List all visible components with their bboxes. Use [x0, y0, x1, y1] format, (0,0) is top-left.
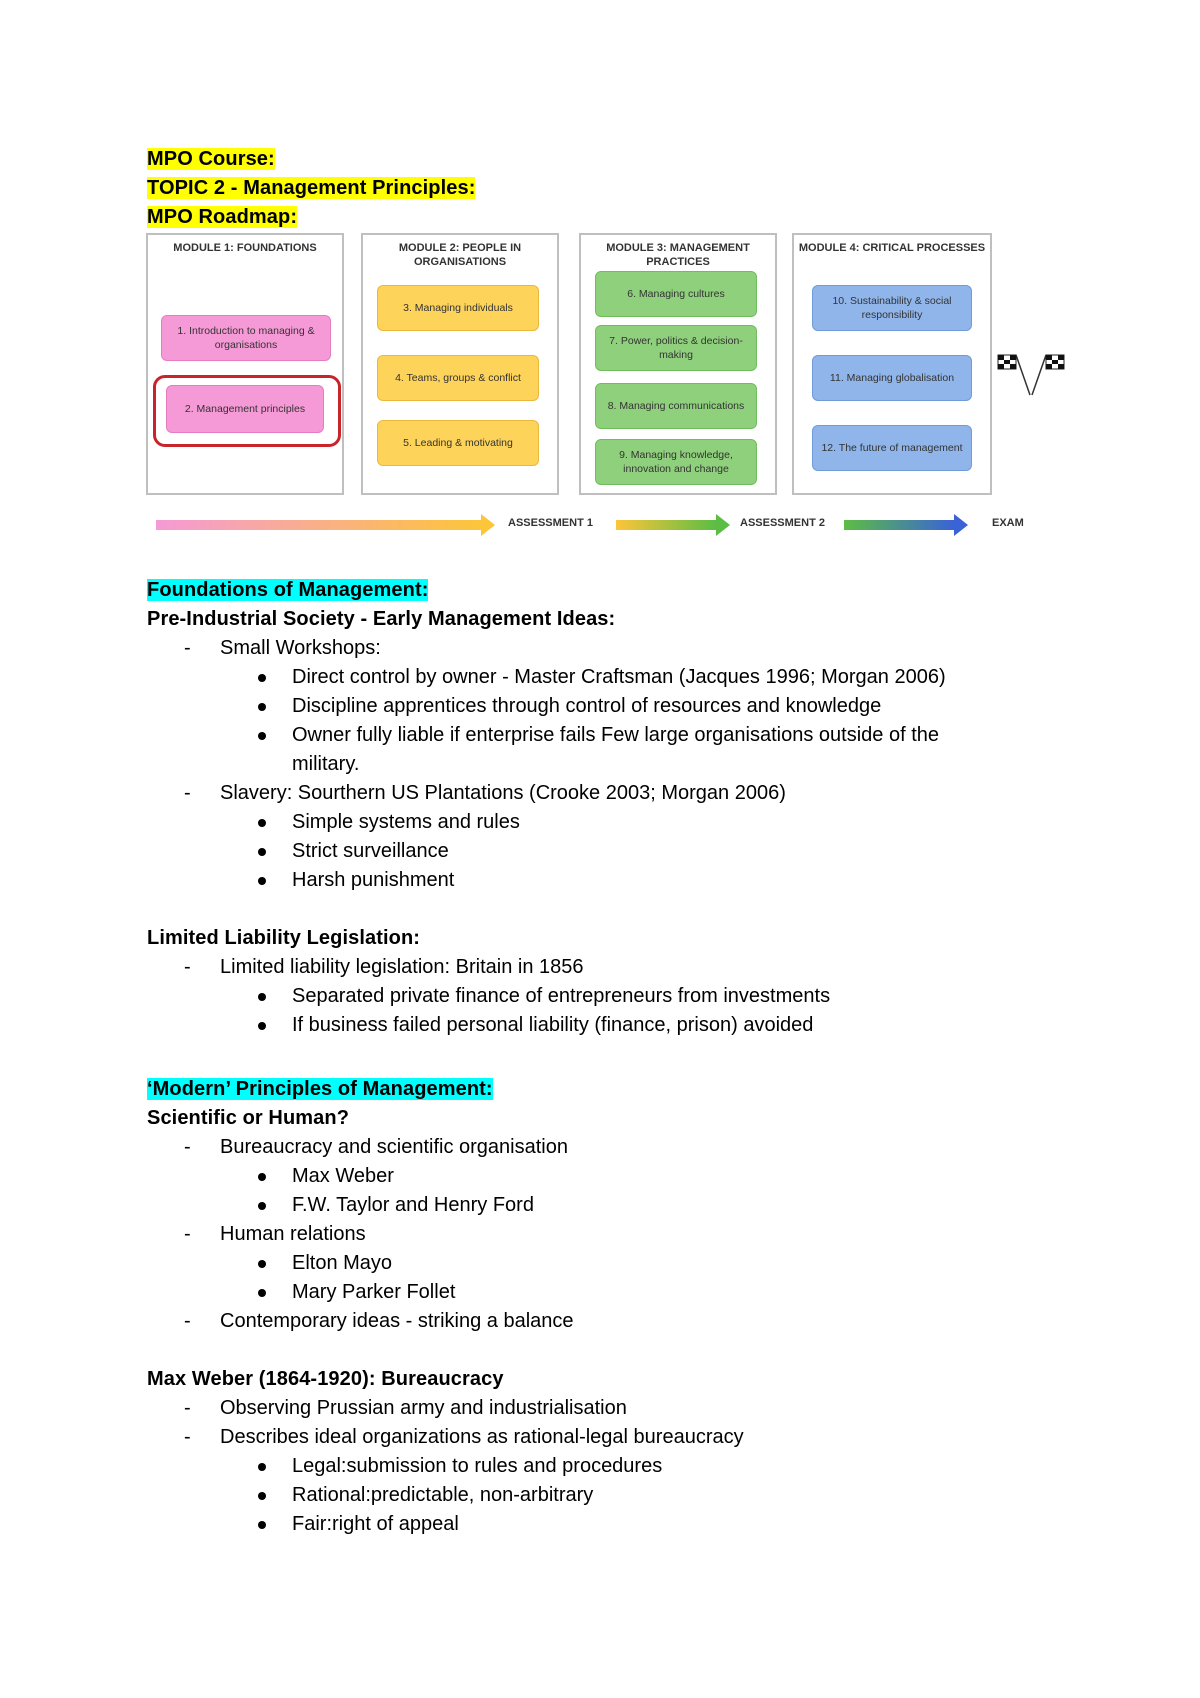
bullet-icon: [258, 1289, 266, 1297]
bullet-icon: [258, 848, 266, 856]
bullet-icon: [258, 1521, 266, 1529]
bullet-icon: [258, 1463, 266, 1471]
roadmap-card: 1. Introduction to managing & organisations: [161, 315, 331, 361]
roadmap-card: 11. Managing globalisation: [812, 355, 972, 401]
subheading-scientific-human: Scientific or Human?: [147, 1107, 350, 1129]
roadmap-card: 8. Managing communications: [595, 383, 757, 429]
milestone-label: EXAM: [992, 517, 1024, 529]
topic-title: TOPIC 2 - Management Principles:: [147, 177, 476, 199]
arrowhead: [954, 514, 968, 536]
module-2-box: [361, 233, 559, 495]
bullet-icon: [258, 819, 266, 827]
module-title: MODULE 2: PEOPLE IN ORGANISATIONS: [398, 242, 522, 268]
arrowhead: [716, 514, 730, 536]
subheading-limited-liability: Limited Liability Legislation:: [147, 927, 421, 949]
bullet-icon: [258, 1260, 266, 1268]
roadmap-card: 9. Managing knowledge, innovation and change: [595, 439, 757, 485]
module-title: MODULE 3: MANAGEMENT PRACTICES: [606, 242, 750, 268]
bullet-icon: [258, 703, 266, 711]
roadmap-card: 5. Leading & motivating: [377, 420, 539, 466]
bullet-icon: [258, 1202, 266, 1210]
roadmap-card: 12. The future of management: [812, 425, 972, 471]
roadmap-card-current: 2. Management principles: [166, 385, 324, 433]
milestone-label: ASSESSMENT 1: [508, 517, 593, 529]
arrow-segment-2: [616, 520, 716, 530]
section-heading-modern: ‘Modern’ Principles of Management:: [147, 1078, 493, 1100]
arrow-segment-1: [156, 520, 481, 530]
bullet-icon: [258, 1492, 266, 1500]
course-title: MPO Course:: [147, 148, 275, 170]
section-heading-foundations: Foundations of Management:: [147, 579, 429, 601]
milestone-label: ASSESSMENT 2: [740, 517, 825, 529]
roadmap-diagram: [146, 233, 1066, 543]
bullet-icon: [258, 674, 266, 682]
roadmap-card: 10. Sustainability & social responsibility: [812, 285, 972, 331]
roadmap-title: MPO Roadmap:: [147, 206, 298, 228]
arrow-segment-3: [844, 520, 954, 530]
arrowhead: [481, 514, 495, 536]
subheading-pre-industrial: Pre-Industrial Society - Early Management Ideas:: [147, 608, 616, 630]
roadmap-card: 6. Managing cultures: [595, 271, 757, 317]
roadmap-card: 4. Teams, groups & conflict: [377, 355, 539, 401]
module-4-box: [792, 233, 992, 495]
roadmap-card: 3. Managing individuals: [377, 285, 539, 331]
document-page: MPO Course: TOPIC 2 - Management Principles: MPO Roadmap: MODULE 1: FOUNDATIONS 1. Introduction to managing & organisations 2. Management principles MODULE 2: PEOPLE IN ORGANISATIONS 3. Managing individuals 4. Teams, groups & conflict 5. Leading & motivating MODULE 3: MANAGEMENT PRACTICES 6. Managing cultures 7. Power, politics & decision-making 8. Managing communications 9. Managing knowledge, innovation and change MODULE 4: CRITICAL PROCESSES 10. Sustainability & social responsibility 11. Managing globalisation 12. The future of management ASSESSMENT 1 ASSESSMENT 2 EXAM Foundations of Management: Pre-Industrial Society - Early Management Ideas: - Small Workshops: Direct control by owner - Master Craftsman (Jacques 1996; Morgan 2006) Discipline apprentices through control of resources and knowledge Owner fully liable if enterprise fails Few large organisations outside of the military. - Slavery: Sourthern US Plantations (Crooke 2003; Morgan 2006) Simple systems and rules Strict surveillance Harsh punishment Limited Liability Legislation: - Limited liability legislation: Britain in 1856 Separated private finance of entrepreneurs from investments If business failed personal liability (finance, prison) avoided ‘Modern’ Principles of Management: Scientific or Human? - Bureaucracy and scientific organisation Max Weber F.W. Taylor and Henry Ford - Human relations Elton Mayo Mary Parker Follet - Contemporary ideas - striking a balance Max Weber (1864-1920): Bureaucracy - Observing Prussian army and industrialisation - Describes ideal organizations as rational-legal bureaucracy Legal:submission to rules and procedures Rational:predictable, non-arbitrary Fair:right of appeal: [0, 0, 1200, 1698]
checkered-flags-icon: [996, 351, 1066, 397]
bullet-icon: [258, 1173, 266, 1181]
bullet-icon: [258, 877, 266, 885]
bullet-icon: [258, 993, 266, 1001]
module-title: MODULE 4: CRITICAL PROCESSES: [798, 242, 986, 254]
subheading-max-weber: Max Weber (1864-1920): Bureaucracy: [147, 1368, 504, 1390]
module-3-box: [579, 233, 777, 495]
roadmap-card: 7. Power, politics & decision-making: [595, 325, 757, 371]
module-1-box: [146, 233, 344, 495]
bullet-icon: [258, 732, 266, 740]
bullet-icon: [258, 1022, 266, 1030]
module-title: MODULE 1: FOUNDATIONS: [173, 242, 317, 254]
